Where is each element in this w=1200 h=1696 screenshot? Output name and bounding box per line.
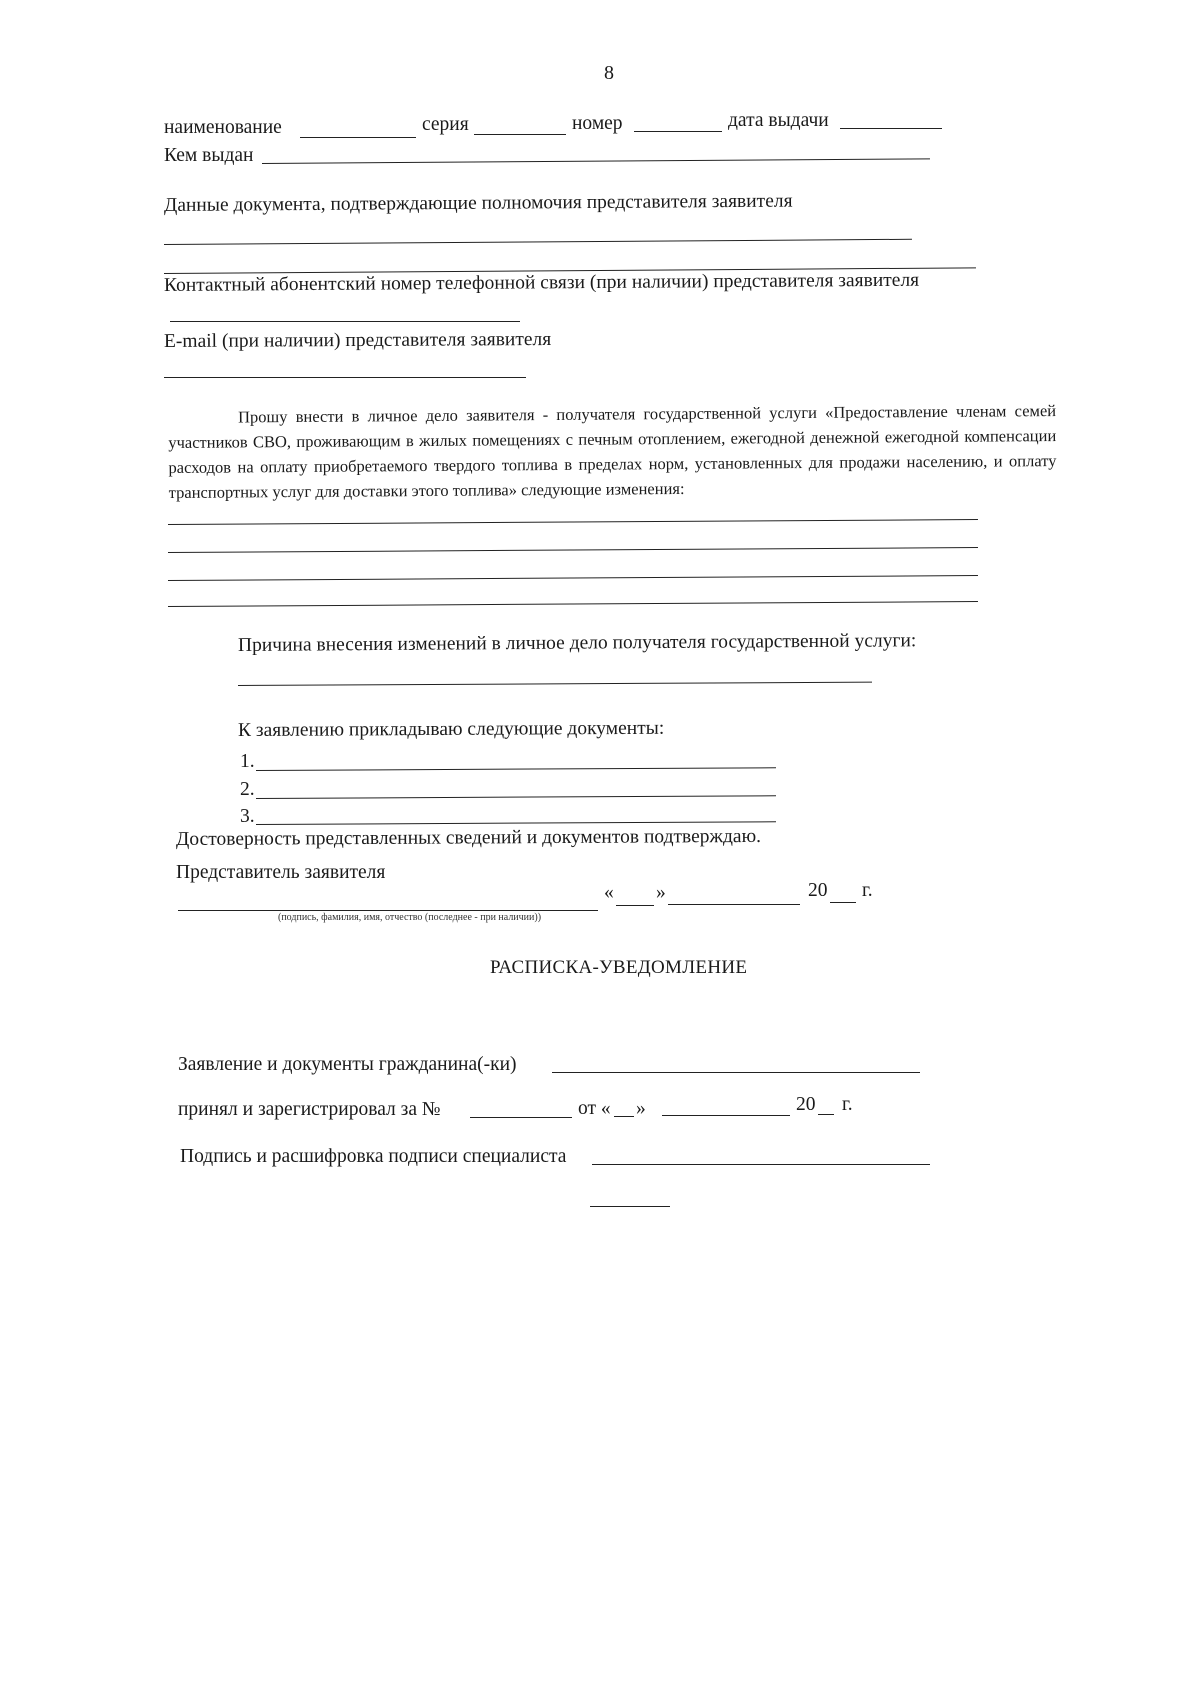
email-label: E-mail (при наличии) представителя заявителя [163,328,552,352]
doc-series-field[interactable] [474,134,566,135]
doc-name-label: наименование [164,117,282,138]
issued-by-field[interactable] [262,158,930,164]
receipt-signature-label: Подпись и расшифровка подписи специалиста [180,1146,567,1167]
receipt-docs-label: Заявление и документы гражданина(-ки) [178,1054,517,1075]
attachment-field-1[interactable] [256,767,776,771]
date-year-field[interactable] [830,902,856,903]
changes-field-2[interactable] [168,547,978,553]
date-quote-close: » [656,882,666,903]
authority-doc-label: Данные документа, подтверждающие полномочия представителя заявителя [163,190,793,216]
date-month-field[interactable] [668,904,800,905]
representative-signature-field[interactable] [178,910,598,911]
doc-issue-date-label: дата выдачи [728,110,829,131]
date-day-field[interactable] [616,905,654,906]
receipt-title: РАСПИСКА-УВЕДОМЛЕНИЕ [490,957,748,978]
date-year-suffix: г. [862,880,873,901]
date-quote-open: « [604,882,614,903]
reason-label: Причина внесения изменений в личное дело получателя государственной услуги: [237,630,917,656]
issued-by-label: Кем выдан [164,145,254,166]
date-year-prefix: 20 [808,880,828,901]
phone-field[interactable] [170,321,520,322]
receipt-reg-number-field[interactable] [470,1117,572,1118]
phone-label: Контактный абонентский номер телефонной связи (при наличии) представителя заявителя [163,269,920,296]
attachment-number-1: 1. [240,751,255,772]
email-field[interactable] [164,377,526,378]
doc-name-field[interactable] [300,137,416,138]
end-divider [590,1206,670,1207]
attachment-field-3[interactable] [256,821,776,825]
receipt-signature-field[interactable] [592,1164,930,1165]
page-number: 8 [604,62,614,84]
receipt-year-field[interactable] [818,1114,834,1115]
attachment-number-3: 3. [240,806,255,827]
receipt-year-suffix: г. [842,1094,853,1115]
changes-field-3[interactable] [168,575,978,581]
attachment-number-2: 2. [240,779,255,800]
receipt-from-label: от « [578,1098,611,1119]
confirm-text: Достоверность представленных сведений и документов подтверждаю. [175,825,762,850]
doc-series-label: серия [422,114,469,135]
receipt-citizen-field[interactable] [552,1072,920,1073]
receipt-year-prefix: 20 [796,1094,816,1115]
changes-field-1[interactable] [168,519,978,525]
receipt-month-field[interactable] [662,1115,790,1116]
receipt-day-field[interactable] [614,1116,634,1117]
doc-issue-date-field[interactable] [840,128,942,129]
receipt-from-close: » [636,1098,646,1119]
attachments-intro: К заявлению прикладываю следующие документы: [237,717,665,741]
doc-number-field[interactable] [634,131,722,132]
doc-number-label: номер [572,113,623,134]
request-paragraph-text: Прошу внести в личное дело заявителя - получателя государственной услуги «Предоставление членам семей участников СВО, проживающим в жилых помещениях с печным отоплением, ежегодной денежной ежегодной компенсации расходов на оплату приобретаемого твердого топлива в пределах норм, установленных для продажи населению, и оплату транспортных услуг для доставки этого топлива» следующие изменения: [168,401,1057,502]
attachment-field-2[interactable] [256,795,776,799]
reason-field[interactable] [238,682,872,686]
representative-label: Представитель заявителя [176,862,386,883]
changes-field-4[interactable] [168,601,978,607]
authority-doc-field-1[interactable] [164,239,912,245]
receipt-registered-label: принял и зарегистрировал за № [178,1099,441,1120]
signature-caption: (подпись, фамилия, имя, отчество (последнее - при наличии)) [278,912,542,923]
request-paragraph [168,398,1057,505]
